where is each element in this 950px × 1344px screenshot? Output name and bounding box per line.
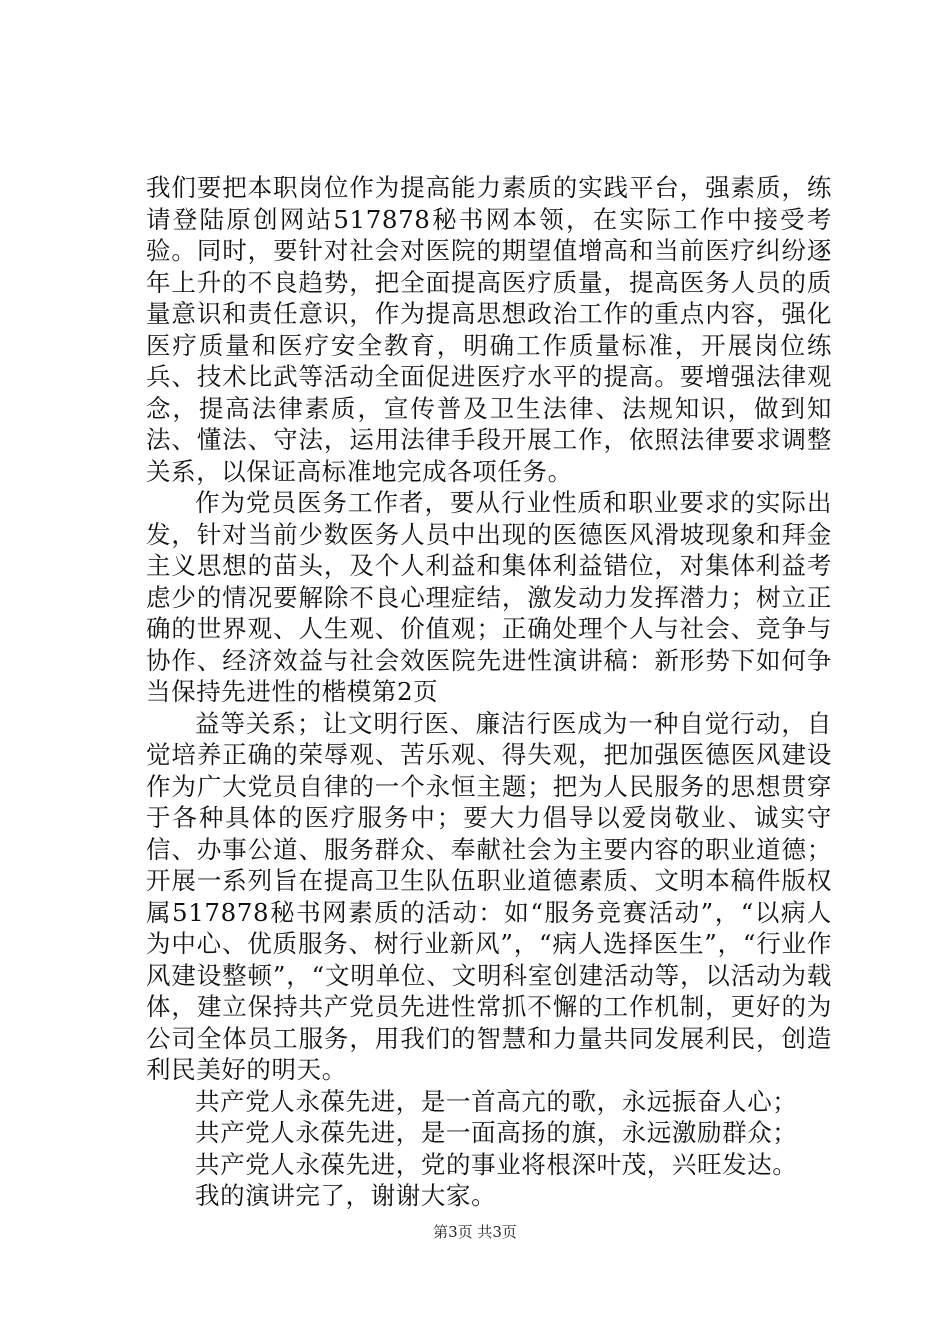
closing-line-3: 共产党人永葆先进，党的事业将根深叶茂，兴旺发达。 — [195, 1149, 798, 1179]
closing-line-1: 共产党人永葆先进，是一首高亢的歌，永远振奋人心； — [195, 1086, 798, 1116]
closing-line-2: 共产党人永葆先进，是一面高扬的旗，永远激励群众； — [195, 1118, 798, 1147]
document-body — [146, 172, 832, 1212]
paragraph-3: 益等关系；让文明行医、廉洁行医成为一种自觉行动，自觉培养正确的荣辱观、苦乐观、得失观，把加强医德医风建设作为广大党员自律的一个永恒主题；把为人民服务的思想贯穿于各种具体的医疗服务中；要大力倡导以爱岗敬业、诚实守信、办事公道、服务群众、奉献社会为主要内容的职业道德；开展一系列旨在提高卫生队伍职业道德素质、文明本稿件版权属517878秘书网素质的活动：如“服务竞赛活动”，“以病人为中心、优质服务、树行业新风”，“病人选择医生”，“行业作风建设整顿”，“文明单位、文明科室创建活动等，以活动为载体，建立保持共产党员先进性常抓不懈的工作机制，更好的为公司全体员工服务，用我们的智慧和力量共同发展利民，创造利民美好的明天。 — [146, 708, 832, 1084]
paragraph-2: 作为党员医务工作者，要从行业性质和职业要求的实际出发，针对当前少数医务人员中出现的医德医风滑坡现象和拜金主义思想的苗头，及个人利益和集体利益错位，对集体利益考虑少的情况要解除不良心理症结，激发动力发挥潜力；树立正确的世界观、人生观、价值观；正确处理个人与社会、竞争与协作、经济效益与社会效医院先进性演讲稿：新形势下如何争当保持先进性的楷模第2页 — [146, 488, 832, 706]
page-footer — [0, 1222, 950, 1242]
page-number: 第3页 共3页 — [433, 1223, 517, 1241]
paragraph-1: 我们要把本职岗位作为提高能力素质的实践平台，强素质，练请登陆原创网站517878秘书网本领，在实际工作中接受考验。同时，要针对社会对医院的期望值增高和当前医疗纠纷逐年上升的不良趋势，把全面提高医疗质量，提高医务人员的质量意识和责任意识，作为提高思想政治工作的重点内容，强化医疗质量和医疗安全教育，明确工作质量标准，开展岗位练兵、技术比武等活动全面促进医疗水平的提高。要增强法律观念，提高法律素质，宣传普及卫生法律、法规知识，做到知法、懂法、守法，运用法律手段开展工作，依照法律要求调整关系，以保证高标准地完成各项任务。 — [146, 173, 832, 486]
closing-thanks: 我的演讲完了，谢谢大家。 — [195, 1181, 497, 1210]
